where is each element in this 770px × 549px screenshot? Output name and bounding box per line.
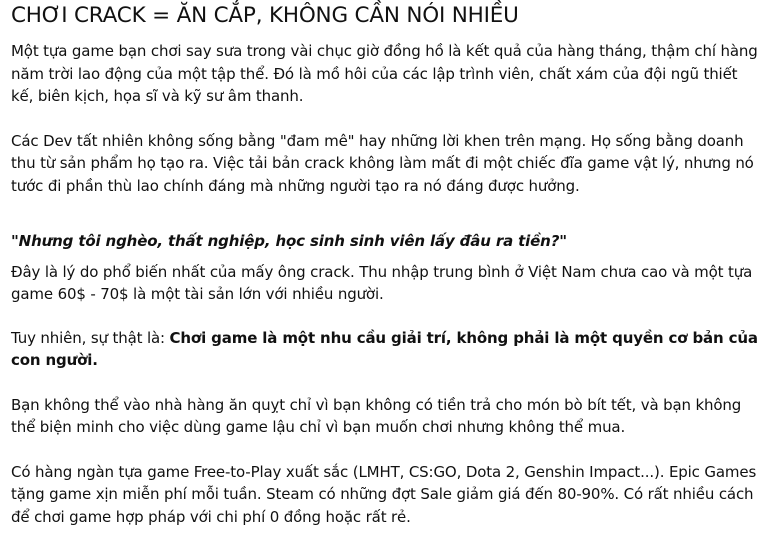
paragraph-truth-emphasis: Chơi game là một nhu cầu giải trí, không phải là một quyền cơ bản của con người.	[11, 328, 758, 369]
paragraph-restaurant-analogy: Bạn không thể vào nhà hàng ăn quỵt chỉ vì bạn không có tiền trả cho món bò bít tết, và bạn không thể biện minh cho việc dùng game lậu chỉ vì bạn muốn chơi nhưng không thể mua.	[11, 395, 742, 436]
paragraph-truth-lead: Tuy nhiên, sự thật là:	[11, 328, 170, 347]
paragraph-truth	[11, 327, 760, 372]
paragraph-game-development: Một tựa game bạn chơi say sưa trong vài chục giờ đồng hồ là kết quả của hàng tháng, thậm chí hàng năm trời lao động của một tập thể. Đó là mồ hôi của các lập trình viên, chất xám của đội ngũ thiết kế, biên kịch, họa sĩ và kỹ sư âm thanh.	[11, 42, 758, 105]
quote-poverty-excuse: "Nhưng tôi nghèo, thất nghiệp, học sinh sinh viên lấy đâu ra tiền?"	[11, 232, 567, 250]
paragraph-developer-revenue: Các Dev tất nhiên không sống bằng "đam mê" hay những lời khen trên mạng. Họ sống bằng doanh thu từ sản phẩm họ tạo ra. Việc tải bản crack không làm mất đi một chiếc đĩa game vật lý, nhưng nó tước đi phần thù lao chính đáng mà những người tạo ra nó đáng được hưởng.	[11, 131, 754, 195]
paragraph-free-alternatives: Có hàng ngàn tựa game Free-to-Play xuất sắc (LMHT, CS:GO, Dota 2, Genshin Impact...). Epic Games tặng game xịn miễn phí mỗi tuần. Steam có những đợt Sale giảm giá đến 80-90%. Có rất nhiều cách để chơi game hợp pháp với chi phí 0 đồng hoặc rất rẻ.	[11, 462, 757, 526]
article-title: CHƠI CRACK = ĂN CẮP, KHÔNG CẦN NÓI NHIỀU	[11, 3, 519, 28]
paragraph-common-reason: Đây là lý do phổ biến nhất của mấy ông crack. Thu nhập trung bình ở Việt Nam chưa cao và một tựa game 60$ - 70$ là một tài sản lớn với nhiều người.	[11, 262, 753, 303]
